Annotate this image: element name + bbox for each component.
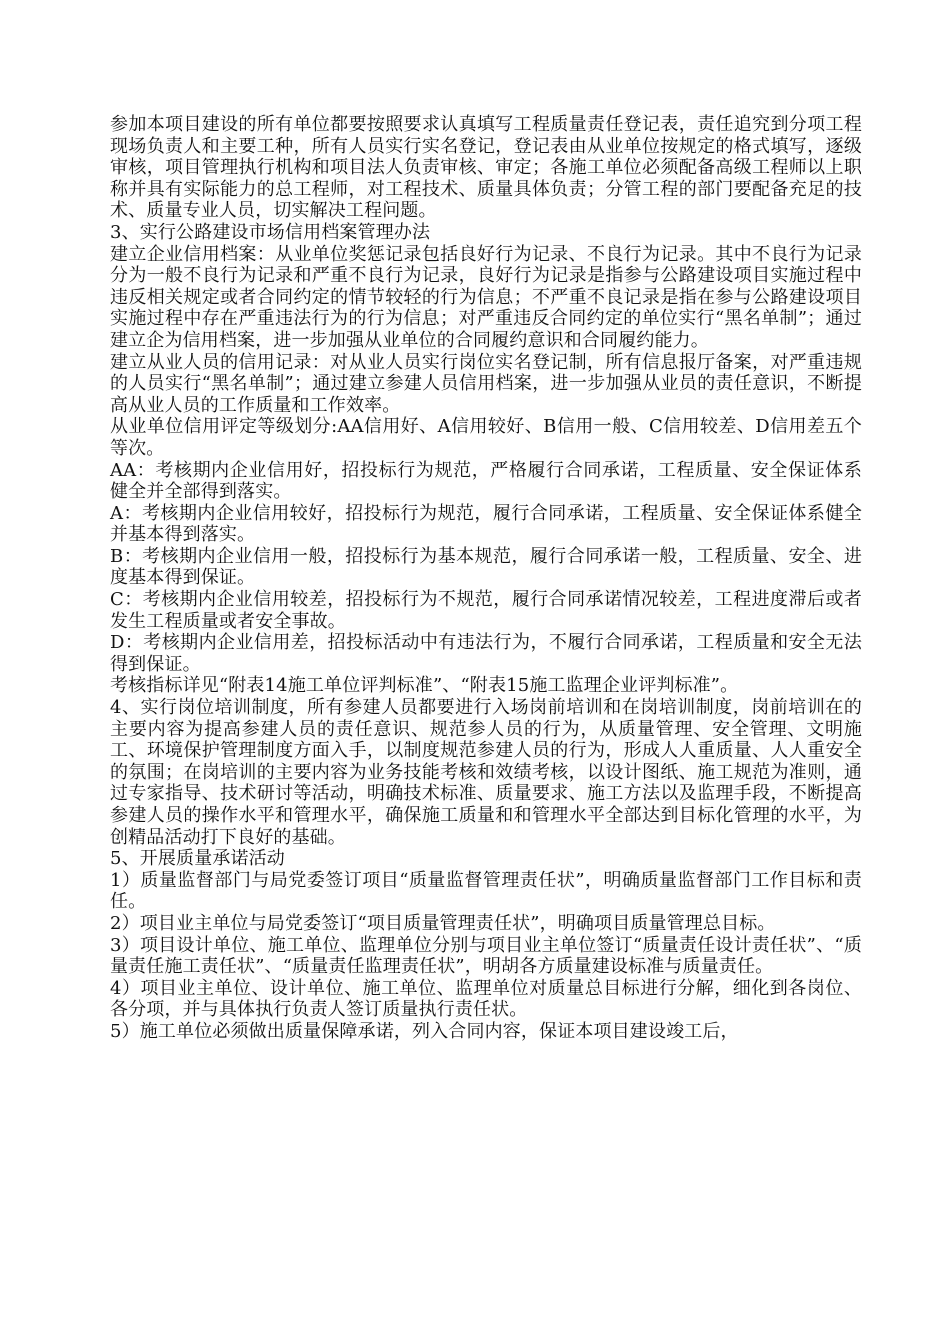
- paragraph: 考核指标详见“附表14施工单位评判标准”、“附表15施工监理企业评判标准”。: [110, 675, 739, 697]
- list-item: B：考核期内企业信用一般，招投标行为基本规范，履行合同承诺一般，工程质量、安全、进度基本得到保证。: [110, 545, 862, 589]
- paragraph: 从业单位信用评定等级划分:AA信用好、A信用较好、B信用一般、C信用较差、D信用差五个等次。: [110, 416, 862, 459]
- list-item: 3）项目设计单位、施工单位、监理单位分别与项目业主单位签订“质量责任设计责任状”、“质量责任施工责任状”、“质量责任监理责任状”，明胡各方质量建设标准与质量责任。: [110, 934, 862, 978]
- paragraph: 建立从业人员的信用记录：对从业人员实行岗位实名登记制，所有信息报厅备案，对严重违规的人员实行“黑名单制”；通过建立参建人员信用档案，进一步加强从业员的责任意识，不断提高从业人员的工作质量和工作效率。: [110, 351, 862, 416]
- section-heading: 5、开展质量承诺活动: [110, 848, 285, 870]
- list-item: D：考核期内企业信用差，招投标活动中有违法行为，不履行合同承诺，工程质量和安全无法得到保证。: [110, 632, 862, 675]
- list-item: 4）项目业主单位、设计单位、施工单位、监理单位对质量总目标进行分解，细化到各岗位、各分项，并与具体执行负责人签订质量执行责任状。: [110, 977, 862, 1021]
- paragraph: 4、实行岗位培训制度，所有参建人员都要进行入场岗前培训和在岗培训制度，岗前培训在的主要内容为提高参建人员的责任意识、规范参人员的行为，从质量管理、安全管理、文明施工、环境保护管理制度方面入手，以制度规范参建人员的行为，形成人人重质量、人人重安全的氛围；在岗培训的主要内容为业务技能考核和效绩考核，以设计图纸、施工规范为准则，通过专家指导、技术研讨等活动，明确技术标准、质量要求、施工方法以及监理手段，不断提高参建人员的操作水平和管理水平，确保施工质量和和管理水平全部达到目标化管理的水平，为创精品活动打下良好的基础。: [110, 697, 862, 848]
- list-item: A：考核期内企业信用较好，招投标行为规范，履行合同承诺，工程质量、安全保证体系健全并基本得到落实。: [110, 502, 862, 546]
- paragraph: 建立企业信用档案：从业单位奖惩记录包括良好行为记录、不良行为记录。其中不良行为记录分为一般不良行为记录和严重不良行为记录，良好行为记录是指参与公路建设项目实施过程中违反相关规定或者合同约定的情节较轻的行为信息；不严重不良记录是指在参与公路建设项目实施过程中存在严重违法行为的行为信息；对严重违反合同约定的单位实行“黑名单制”；通过建立企为信用档案，进一步加强从业单位的合同履约意识和合同履约能力。: [110, 243, 862, 351]
- list-item: 2）项目业主单位与局党委签订“项目质量管理责任状”，明确项目质量管理总目标。: [110, 912, 776, 934]
- document-body: [110, 114, 862, 1043]
- section-heading: 3、实行公路建设市场信用档案管理办法: [110, 221, 431, 243]
- list-item: AA：考核期内企业信用好，招投标行为规范，严格履行合同承诺，工程质量、安全保证体系健全并全部得到落实。: [110, 459, 862, 503]
- list-item: C：考核期内企业信用较差，招投标行为不规范，履行合同承诺情况较差，工程进度滞后或者发生工程质量或者安全事故。: [110, 589, 862, 632]
- list-item: 5）施工单位必须做出质量保障承诺，列入合同内容，保证本项目建设竣工后，: [110, 1020, 739, 1042]
- paragraph: 参加本项目建设的所有单位都要按照要求认真填写工程质量责任登记表，责任追究到分项工程现场负责人和主要工种，所有人员实行实名登记，登记表由从业单位按规定的格式填写，逐级审核，项目管理执行机构和项目法人负责审核、审定；各施工单位必须配备高级工程师以上职称并具有实际能力的总工程师，对工程技术、质量具体负责；分管工程的部门要配备充足的技术、质量专业人员，切实解决工程问题。: [110, 114, 862, 222]
- list-item: 1）质量监督部门与局党委签订项目“质量监督管理责任状”，明确质量监督部门工作目标和责任。: [110, 869, 862, 913]
